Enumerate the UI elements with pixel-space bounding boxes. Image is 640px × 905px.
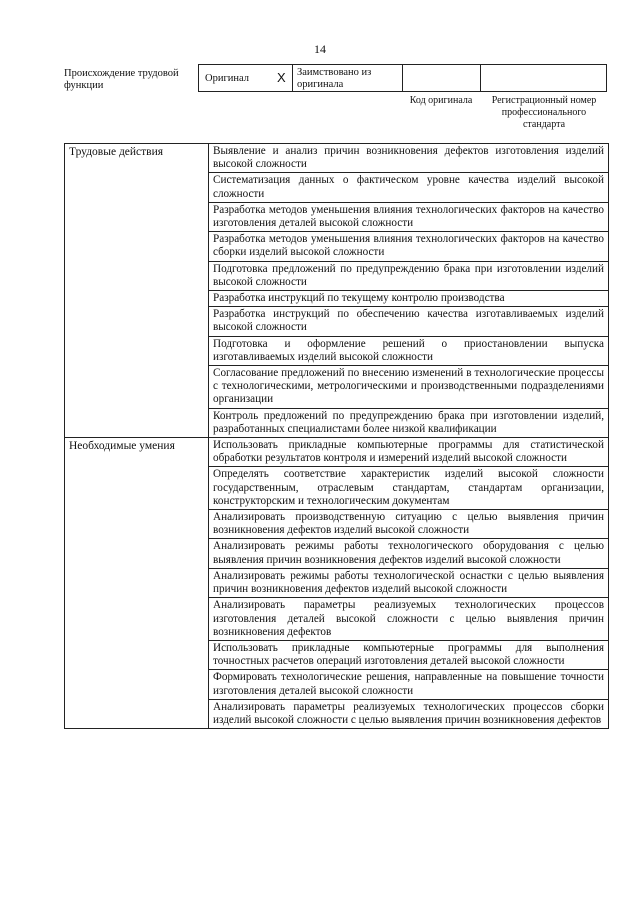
- section-item-text: Контроль предложений по предупреждению брака при изготовлении изделий, разработанных специалистами более низкой квалификации: [213, 409, 604, 435]
- original-mark: X: [277, 70, 286, 85]
- section-item-text: Систематизация данных о фактическом уровне качества изделий высокой сложности: [213, 174, 604, 200]
- section-item: [209, 144, 609, 173]
- original-label: Оригинал: [205, 73, 249, 84]
- section-item: [209, 307, 609, 336]
- section-item-text: Формировать технологические решения, направленные на повышение точности изготовления деталей высокой сложности: [213, 671, 604, 697]
- section-item-text: Анализировать параметры реализуемых технологических процессов сборки изделий высокой сложности с целью выявления причин возникновения дефектов: [213, 700, 604, 726]
- section-item: [209, 699, 609, 728]
- page-number: 14: [314, 42, 326, 56]
- section-item-text: Согласование предложений по внесению изменений в технологические процессы с технологическими, метрологическими и производственными подразделениями организации: [213, 367, 604, 406]
- section-item: [209, 539, 609, 568]
- table-row: [65, 438, 609, 467]
- table-row: [65, 144, 609, 173]
- reg-number-label: Регистрационный номер профессионального стандарта: [491, 95, 597, 130]
- section-item: [209, 291, 609, 307]
- borrowed-label: Заимствовано из оригинала: [297, 67, 372, 90]
- section-item: [209, 202, 609, 231]
- section-item-text: Анализировать производственную ситуацию с целью выявления причин возникновения дефектов изделий высокой сложности: [213, 511, 604, 537]
- section-item-text: Анализировать режимы работы технологической оснастки с целью выявления причин возникновения дефектов изделий высокой сложности: [213, 569, 604, 596]
- section-item: [209, 568, 609, 597]
- section-item: [209, 232, 609, 261]
- section-title: Необходимые умения: [65, 438, 209, 729]
- section-item: [209, 173, 609, 202]
- code-label: Код оригинала: [409, 95, 473, 106]
- section-item: [209, 438, 609, 467]
- section-item-text: Разработка методов уменьшения влияния технологических факторов на качество сборки изделий высокой сложности: [213, 233, 604, 259]
- section-item: [209, 261, 609, 290]
- section-title: Трудовые действия: [65, 144, 209, 438]
- section-item: [209, 336, 609, 365]
- section-item-text: Анализировать параметры реализуемых технологических процессов изготовления деталей высокой сложности с целью выявления причин возникновения дефектов: [213, 599, 604, 638]
- section-item: [209, 408, 609, 437]
- section-item: [209, 598, 609, 641]
- section-item-text: Выявление и анализ причин возникновения дефектов изготовления изделий высокой сложности: [213, 145, 604, 171]
- section-item-text: Подготовка предложений по предупреждению брака при изготовлении изделий высокой сложности: [213, 262, 604, 288]
- reg-number-cell: [481, 65, 606, 91]
- code-cell: [403, 65, 481, 91]
- original-cell: [199, 65, 293, 91]
- section-item-text: Подготовка и оформление решений о приостановлении выпуска изготавливаемых изделий высокой сложности: [213, 337, 604, 363]
- labor-function-table: [64, 143, 609, 729]
- section-item: [209, 510, 609, 539]
- origin-label: Происхождение трудовой функции: [64, 68, 179, 91]
- section-item-text: Разработка инструкций по текущему контролю производства: [213, 292, 505, 305]
- section-item: [209, 467, 609, 510]
- section-item-text: Использовать прикладные компьютерные программы для статистической обработки результатов контроля и измерений изделий высокой сложности: [213, 439, 604, 465]
- section-item-text: Разработка методов уменьшения влияния технологических факторов на качество изготовления деталей высокой сложности: [213, 203, 604, 230]
- borrowed-cell: [293, 65, 403, 91]
- section-item-text: Анализировать режимы работы технологического оборудования с целью выявления причин возникновения дефектов изделий высокой сложности: [213, 540, 604, 566]
- section-item-text: Использовать прикладные компьютерные программы для выполнения точностных расчетов операций изготовления деталей высокой сложности: [213, 641, 604, 668]
- section-item-text: Определять соответствие характеристик изделий высокой сложности государственным, отраслевым стандартам, стандартам организации, конструкторским и технологическим документам: [213, 468, 604, 507]
- section-item: [209, 670, 609, 699]
- origin-table: [198, 64, 607, 92]
- section-item: [209, 366, 609, 409]
- section-item-text: Разработка инструкций по обеспечению качества изготавливаемых изделий высокой сложности: [213, 308, 604, 334]
- section-item: [209, 640, 609, 669]
